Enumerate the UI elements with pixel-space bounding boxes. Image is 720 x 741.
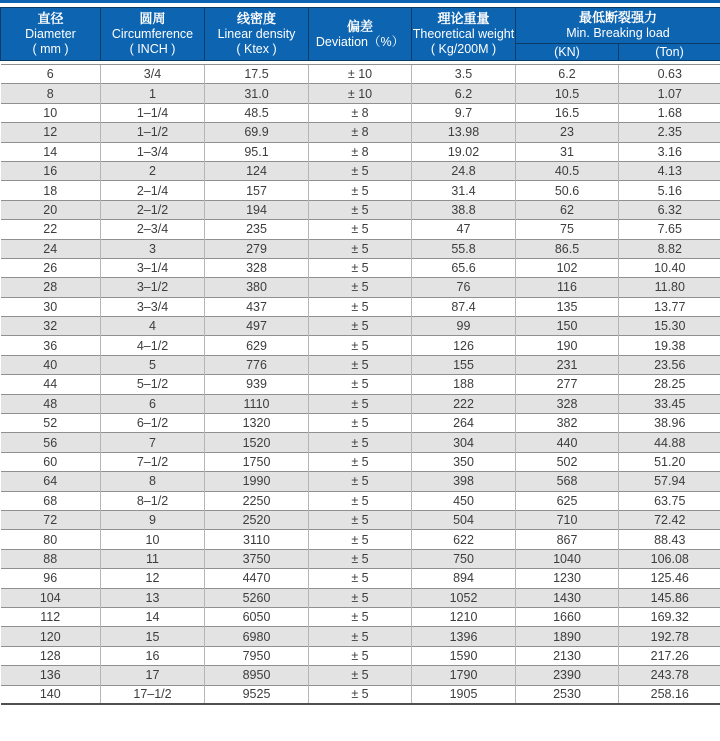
cell-ton: 0.63 bbox=[619, 65, 720, 84]
cell-ton: 1.68 bbox=[619, 103, 720, 122]
cell-circumference: 3–3/4 bbox=[101, 297, 205, 316]
table-row bbox=[1, 491, 720, 510]
cell-deviation: ± 5 bbox=[309, 588, 412, 607]
table-row bbox=[1, 685, 720, 704]
cell-circumference: 3 bbox=[101, 239, 205, 258]
col-header-linear-density-zh: 线密度 bbox=[236, 11, 276, 26]
col-header-circumference-unit: ( INCH ) bbox=[129, 42, 176, 56]
cell-ton: 57.94 bbox=[619, 472, 720, 491]
cell-diameter: 40 bbox=[1, 355, 101, 374]
cell-deviation: ± 5 bbox=[309, 258, 412, 277]
cell-theoretical-weight: 126 bbox=[412, 336, 516, 355]
cell-diameter: 64 bbox=[1, 472, 101, 491]
table-body bbox=[1, 65, 720, 705]
table-row bbox=[1, 414, 720, 433]
col-header-circumference-zh: 圆周 bbox=[139, 11, 166, 26]
cell-diameter: 96 bbox=[1, 569, 101, 588]
cell-ton: 169.32 bbox=[619, 607, 720, 626]
col-header-diameter-zh: 直径 bbox=[37, 11, 64, 26]
cell-theoretical-weight: 1396 bbox=[412, 627, 516, 646]
cell-circumference: 1 bbox=[101, 84, 205, 103]
cell-linear-density: 1320 bbox=[205, 414, 309, 433]
cell-linear-density: 629 bbox=[205, 336, 309, 355]
cell-ton: 38.96 bbox=[619, 414, 720, 433]
col-header-ton: (Ton) bbox=[619, 44, 720, 61]
table-row bbox=[1, 103, 720, 122]
cell-linear-density: 2250 bbox=[205, 491, 309, 510]
cell-circumference: 5–1/2 bbox=[101, 375, 205, 394]
cell-deviation: ± 5 bbox=[309, 200, 412, 219]
cell-linear-density: 1990 bbox=[205, 472, 309, 491]
table-row bbox=[1, 317, 720, 336]
cell-kn: 23 bbox=[516, 123, 619, 142]
col-header-deviation bbox=[309, 8, 412, 61]
cell-linear-density: 157 bbox=[205, 181, 309, 200]
cell-circumference: 9 bbox=[101, 510, 205, 529]
cell-kn: 6.2 bbox=[516, 65, 619, 84]
table-row bbox=[1, 258, 720, 277]
cell-circumference: 12 bbox=[101, 569, 205, 588]
cell-deviation: ± 5 bbox=[309, 355, 412, 374]
table-row bbox=[1, 200, 720, 219]
cell-linear-density: 5260 bbox=[205, 588, 309, 607]
cell-deviation: ± 5 bbox=[309, 336, 412, 355]
col-header-deviation-en: Deviation（%） bbox=[315, 34, 405, 49]
cell-linear-density: 69.9 bbox=[205, 123, 309, 142]
table-row bbox=[1, 549, 720, 568]
cell-theoretical-weight: 304 bbox=[412, 433, 516, 452]
cell-ton: 192.78 bbox=[619, 627, 720, 646]
cell-ton: 217.26 bbox=[619, 646, 720, 665]
cell-linear-density: 4470 bbox=[205, 569, 309, 588]
col-header-linear-density-unit: ( Ktex ) bbox=[236, 42, 277, 56]
cell-diameter: 18 bbox=[1, 181, 101, 200]
cell-ton: 7.65 bbox=[619, 220, 720, 239]
col-header-theoretical-weight bbox=[412, 8, 516, 61]
cell-ton: 44.88 bbox=[619, 433, 720, 452]
cell-circumference: 6 bbox=[101, 394, 205, 413]
cell-linear-density: 235 bbox=[205, 220, 309, 239]
cell-theoretical-weight: 350 bbox=[412, 452, 516, 471]
cell-circumference: 4 bbox=[101, 317, 205, 336]
cell-circumference: 7–1/2 bbox=[101, 452, 205, 471]
cell-linear-density: 7950 bbox=[205, 646, 309, 665]
table-row bbox=[1, 627, 720, 646]
cell-deviation: ± 5 bbox=[309, 220, 412, 239]
table-header bbox=[1, 8, 720, 65]
cell-linear-density: 194 bbox=[205, 200, 309, 219]
cell-circumference: 6–1/2 bbox=[101, 414, 205, 433]
cell-theoretical-weight: 1590 bbox=[412, 646, 516, 665]
cell-diameter: 26 bbox=[1, 258, 101, 277]
cell-kn: 86.5 bbox=[516, 239, 619, 258]
col-header-theoretical-weight-unit: ( Kg/200M ) bbox=[430, 42, 497, 56]
col-header-theoretical-weight-zh: 理论重量 bbox=[437, 11, 490, 26]
cell-theoretical-weight: 155 bbox=[412, 355, 516, 374]
cell-circumference: 17–1/2 bbox=[101, 685, 205, 704]
cell-deviation: ± 5 bbox=[309, 161, 412, 180]
cell-ton: 11.80 bbox=[619, 278, 720, 297]
cell-ton: 28.25 bbox=[619, 375, 720, 394]
table-row bbox=[1, 297, 720, 316]
table-row bbox=[1, 510, 720, 529]
cell-theoretical-weight: 1052 bbox=[412, 588, 516, 607]
cell-linear-density: 48.5 bbox=[205, 103, 309, 122]
col-header-theoretical-weight-en: Theoretical weight bbox=[412, 27, 515, 41]
table-row bbox=[1, 161, 720, 180]
table-row bbox=[1, 181, 720, 200]
table-row bbox=[1, 607, 720, 626]
cell-circumference: 1–3/4 bbox=[101, 142, 205, 161]
cell-diameter: 10 bbox=[1, 103, 101, 122]
cell-theoretical-weight: 222 bbox=[412, 394, 516, 413]
cell-linear-density: 1110 bbox=[205, 394, 309, 413]
table-row bbox=[1, 278, 720, 297]
cell-kn: 277 bbox=[516, 375, 619, 394]
cell-linear-density: 17.5 bbox=[205, 65, 309, 84]
cell-diameter: 8 bbox=[1, 84, 101, 103]
cell-linear-density: 95.1 bbox=[205, 142, 309, 161]
table-row bbox=[1, 84, 720, 103]
cell-linear-density: 1750 bbox=[205, 452, 309, 471]
cell-kn: 135 bbox=[516, 297, 619, 316]
cell-kn: 231 bbox=[516, 355, 619, 374]
table-row bbox=[1, 65, 720, 84]
cell-ton: 51.20 bbox=[619, 452, 720, 471]
col-header-diameter-en: Diameter bbox=[25, 27, 76, 41]
cell-linear-density: 9525 bbox=[205, 685, 309, 704]
cell-diameter: 14 bbox=[1, 142, 101, 161]
cell-deviation: ± 8 bbox=[309, 123, 412, 142]
cell-circumference: 15 bbox=[101, 627, 205, 646]
cell-deviation: ± 10 bbox=[309, 84, 412, 103]
cell-diameter: 60 bbox=[1, 452, 101, 471]
cell-theoretical-weight: 76 bbox=[412, 278, 516, 297]
cell-circumference: 7 bbox=[101, 433, 205, 452]
cell-linear-density: 31.0 bbox=[205, 84, 309, 103]
cell-theoretical-weight: 65.6 bbox=[412, 258, 516, 277]
cell-deviation: ± 5 bbox=[309, 646, 412, 665]
cell-theoretical-weight: 99 bbox=[412, 317, 516, 336]
cell-theoretical-weight: 1905 bbox=[412, 685, 516, 704]
cell-circumference: 1–1/2 bbox=[101, 123, 205, 142]
cell-theoretical-weight: 19.02 bbox=[412, 142, 516, 161]
cell-deviation: ± 5 bbox=[309, 472, 412, 491]
cell-ton: 1.07 bbox=[619, 84, 720, 103]
cell-circumference: 3/4 bbox=[101, 65, 205, 84]
cell-theoretical-weight: 3.5 bbox=[412, 65, 516, 84]
cell-theoretical-weight: 504 bbox=[412, 510, 516, 529]
cell-theoretical-weight: 1790 bbox=[412, 666, 516, 685]
cell-theoretical-weight: 24.8 bbox=[412, 161, 516, 180]
cell-diameter: 140 bbox=[1, 685, 101, 704]
table-row bbox=[1, 452, 720, 471]
cell-linear-density: 279 bbox=[205, 239, 309, 258]
cell-circumference: 2 bbox=[101, 161, 205, 180]
cell-diameter: 104 bbox=[1, 588, 101, 607]
col-header-diameter-unit: ( mm ) bbox=[32, 42, 69, 56]
cell-ton: 33.45 bbox=[619, 394, 720, 413]
cell-deviation: ± 5 bbox=[309, 569, 412, 588]
cell-kn: 1890 bbox=[516, 627, 619, 646]
cell-diameter: 48 bbox=[1, 394, 101, 413]
cell-deviation: ± 10 bbox=[309, 65, 412, 84]
cell-theoretical-weight: 6.2 bbox=[412, 84, 516, 103]
col-header-linear-density bbox=[205, 8, 309, 61]
cell-diameter: 22 bbox=[1, 220, 101, 239]
cell-theoretical-weight: 622 bbox=[412, 530, 516, 549]
cell-circumference: 11 bbox=[101, 549, 205, 568]
cell-deviation: ± 5 bbox=[309, 627, 412, 646]
col-header-circumference-en: Circumference bbox=[111, 27, 194, 41]
cell-deviation: ± 5 bbox=[309, 685, 412, 704]
table-row bbox=[1, 142, 720, 161]
cell-linear-density: 3110 bbox=[205, 530, 309, 549]
cell-circumference: 13 bbox=[101, 588, 205, 607]
table-row bbox=[1, 220, 720, 239]
cell-ton: 72.42 bbox=[619, 510, 720, 529]
cell-kn: 116 bbox=[516, 278, 619, 297]
cell-theoretical-weight: 894 bbox=[412, 569, 516, 588]
cell-deviation: ± 5 bbox=[309, 414, 412, 433]
cell-theoretical-weight: 38.8 bbox=[412, 200, 516, 219]
cell-kn: 150 bbox=[516, 317, 619, 336]
table-row bbox=[1, 375, 720, 394]
cell-circumference: 2–1/2 bbox=[101, 200, 205, 219]
cell-deviation: ± 5 bbox=[309, 666, 412, 685]
cell-deviation: ± 5 bbox=[309, 549, 412, 568]
cell-circumference: 16 bbox=[101, 646, 205, 665]
col-header-circumference bbox=[101, 8, 205, 61]
cell-kn: 440 bbox=[516, 433, 619, 452]
col-header-kn: (KN) bbox=[516, 44, 619, 61]
cell-theoretical-weight: 264 bbox=[412, 414, 516, 433]
table-row bbox=[1, 530, 720, 549]
cell-kn: 1660 bbox=[516, 607, 619, 626]
cell-circumference: 3–1/4 bbox=[101, 258, 205, 277]
table-row bbox=[1, 588, 720, 607]
cell-kn: 75 bbox=[516, 220, 619, 239]
cell-circumference: 4–1/2 bbox=[101, 336, 205, 355]
col-header-breaking-load-zh: 最低断裂强力 bbox=[578, 10, 657, 25]
table-row bbox=[1, 433, 720, 452]
cell-circumference: 3–1/2 bbox=[101, 278, 205, 297]
rope-spec-table bbox=[0, 7, 720, 705]
cell-deviation: ± 5 bbox=[309, 297, 412, 316]
cell-diameter: 36 bbox=[1, 336, 101, 355]
cell-diameter: 44 bbox=[1, 375, 101, 394]
cell-theoretical-weight: 450 bbox=[412, 491, 516, 510]
cell-diameter: 72 bbox=[1, 510, 101, 529]
cell-theoretical-weight: 87.4 bbox=[412, 297, 516, 316]
cell-diameter: 28 bbox=[1, 278, 101, 297]
cell-linear-density: 8950 bbox=[205, 666, 309, 685]
cell-diameter: 52 bbox=[1, 414, 101, 433]
cell-theoretical-weight: 47 bbox=[412, 220, 516, 239]
cell-ton: 63.75 bbox=[619, 491, 720, 510]
cell-kn: 1040 bbox=[516, 549, 619, 568]
cell-kn: 1230 bbox=[516, 569, 619, 588]
cell-circumference: 17 bbox=[101, 666, 205, 685]
cell-linear-density: 3750 bbox=[205, 549, 309, 568]
cell-kn: 328 bbox=[516, 394, 619, 413]
cell-kn: 50.6 bbox=[516, 181, 619, 200]
cell-theoretical-weight: 1210 bbox=[412, 607, 516, 626]
cell-deviation: ± 8 bbox=[309, 142, 412, 161]
cell-theoretical-weight: 188 bbox=[412, 375, 516, 394]
col-header-diameter bbox=[1, 8, 101, 61]
cell-diameter: 16 bbox=[1, 161, 101, 180]
cell-ton: 19.38 bbox=[619, 336, 720, 355]
cell-kn: 102 bbox=[516, 258, 619, 277]
cell-kn: 2390 bbox=[516, 666, 619, 685]
cell-diameter: 20 bbox=[1, 200, 101, 219]
cell-deviation: ± 5 bbox=[309, 394, 412, 413]
cell-deviation: ± 5 bbox=[309, 433, 412, 452]
cell-ton: 10.40 bbox=[619, 258, 720, 277]
cell-linear-density: 497 bbox=[205, 317, 309, 336]
cell-linear-density: 2520 bbox=[205, 510, 309, 529]
cell-kn: 625 bbox=[516, 491, 619, 510]
cell-diameter: 88 bbox=[1, 549, 101, 568]
cell-diameter: 12 bbox=[1, 123, 101, 142]
table-row bbox=[1, 394, 720, 413]
table-row bbox=[1, 336, 720, 355]
cell-deviation: ± 5 bbox=[309, 530, 412, 549]
cell-ton: 13.77 bbox=[619, 297, 720, 316]
cell-deviation: ± 5 bbox=[309, 317, 412, 336]
cell-kn: 710 bbox=[516, 510, 619, 529]
cell-diameter: 120 bbox=[1, 627, 101, 646]
cell-theoretical-weight: 9.7 bbox=[412, 103, 516, 122]
cell-deviation: ± 5 bbox=[309, 181, 412, 200]
cell-diameter: 56 bbox=[1, 433, 101, 452]
cell-diameter: 32 bbox=[1, 317, 101, 336]
cell-deviation: ± 5 bbox=[309, 375, 412, 394]
cell-kn: 31 bbox=[516, 142, 619, 161]
cell-kn: 867 bbox=[516, 530, 619, 549]
cell-kn: 1430 bbox=[516, 588, 619, 607]
cell-theoretical-weight: 31.4 bbox=[412, 181, 516, 200]
cell-kn: 10.5 bbox=[516, 84, 619, 103]
cell-ton: 23.56 bbox=[619, 355, 720, 374]
table-row bbox=[1, 666, 720, 685]
cell-kn: 190 bbox=[516, 336, 619, 355]
cell-ton: 6.32 bbox=[619, 200, 720, 219]
cell-linear-density: 776 bbox=[205, 355, 309, 374]
cell-ton: 15.30 bbox=[619, 317, 720, 336]
cell-theoretical-weight: 13.98 bbox=[412, 123, 516, 142]
cell-linear-density: 437 bbox=[205, 297, 309, 316]
cell-circumference: 8 bbox=[101, 472, 205, 491]
cell-ton: 88.43 bbox=[619, 530, 720, 549]
cell-deviation: ± 5 bbox=[309, 452, 412, 471]
cell-ton: 125.46 bbox=[619, 569, 720, 588]
cell-kn: 2130 bbox=[516, 646, 619, 665]
cell-circumference: 5 bbox=[101, 355, 205, 374]
cell-ton: 8.82 bbox=[619, 239, 720, 258]
cell-linear-density: 6050 bbox=[205, 607, 309, 626]
top-accent-bar bbox=[0, 0, 720, 3]
cell-circumference: 8–1/2 bbox=[101, 491, 205, 510]
cell-diameter: 136 bbox=[1, 666, 101, 685]
cell-deviation: ± 8 bbox=[309, 103, 412, 122]
cell-kn: 40.5 bbox=[516, 161, 619, 180]
cell-linear-density: 6980 bbox=[205, 627, 309, 646]
cell-deviation: ± 5 bbox=[309, 510, 412, 529]
cell-deviation: ± 5 bbox=[309, 607, 412, 626]
cell-ton: 258.16 bbox=[619, 685, 720, 704]
cell-ton: 145.86 bbox=[619, 588, 720, 607]
cell-ton: 5.16 bbox=[619, 181, 720, 200]
cell-kn: 2530 bbox=[516, 685, 619, 704]
cell-deviation: ± 5 bbox=[309, 239, 412, 258]
cell-diameter: 112 bbox=[1, 607, 101, 626]
cell-circumference: 2–1/4 bbox=[101, 181, 205, 200]
cell-diameter: 128 bbox=[1, 646, 101, 665]
cell-diameter: 6 bbox=[1, 65, 101, 84]
cell-kn: 62 bbox=[516, 200, 619, 219]
cell-circumference: 1–1/4 bbox=[101, 103, 205, 122]
table-row bbox=[1, 123, 720, 142]
table-row bbox=[1, 472, 720, 491]
cell-ton: 243.78 bbox=[619, 666, 720, 685]
cell-ton: 2.35 bbox=[619, 123, 720, 142]
cell-deviation: ± 5 bbox=[309, 491, 412, 510]
cell-diameter: 80 bbox=[1, 530, 101, 549]
cell-kn: 568 bbox=[516, 472, 619, 491]
cell-theoretical-weight: 750 bbox=[412, 549, 516, 568]
table-row bbox=[1, 239, 720, 258]
col-header-breaking-load-en: Min. Breaking load bbox=[566, 26, 670, 40]
cell-circumference: 10 bbox=[101, 530, 205, 549]
cell-linear-density: 1520 bbox=[205, 433, 309, 452]
table-row bbox=[1, 355, 720, 374]
table-row bbox=[1, 646, 720, 665]
col-header-linear-density-en: Linear density bbox=[217, 27, 296, 41]
cell-deviation: ± 5 bbox=[309, 278, 412, 297]
cell-linear-density: 939 bbox=[205, 375, 309, 394]
col-header-deviation-zh: 偏差 bbox=[346, 18, 373, 34]
cell-circumference: 2–3/4 bbox=[101, 220, 205, 239]
cell-circumference: 14 bbox=[101, 607, 205, 626]
cell-diameter: 68 bbox=[1, 491, 101, 510]
cell-theoretical-weight: 55.8 bbox=[412, 239, 516, 258]
cell-kn: 16.5 bbox=[516, 103, 619, 122]
cell-linear-density: 328 bbox=[205, 258, 309, 277]
cell-kn: 382 bbox=[516, 414, 619, 433]
cell-ton: 4.13 bbox=[619, 161, 720, 180]
col-header-breaking-load bbox=[516, 8, 720, 44]
cell-diameter: 24 bbox=[1, 239, 101, 258]
cell-diameter: 30 bbox=[1, 297, 101, 316]
cell-ton: 3.16 bbox=[619, 142, 720, 161]
cell-ton: 106.08 bbox=[619, 549, 720, 568]
table-row bbox=[1, 569, 720, 588]
cell-theoretical-weight: 398 bbox=[412, 472, 516, 491]
cell-kn: 502 bbox=[516, 452, 619, 471]
cell-linear-density: 124 bbox=[205, 161, 309, 180]
cell-linear-density: 380 bbox=[205, 278, 309, 297]
